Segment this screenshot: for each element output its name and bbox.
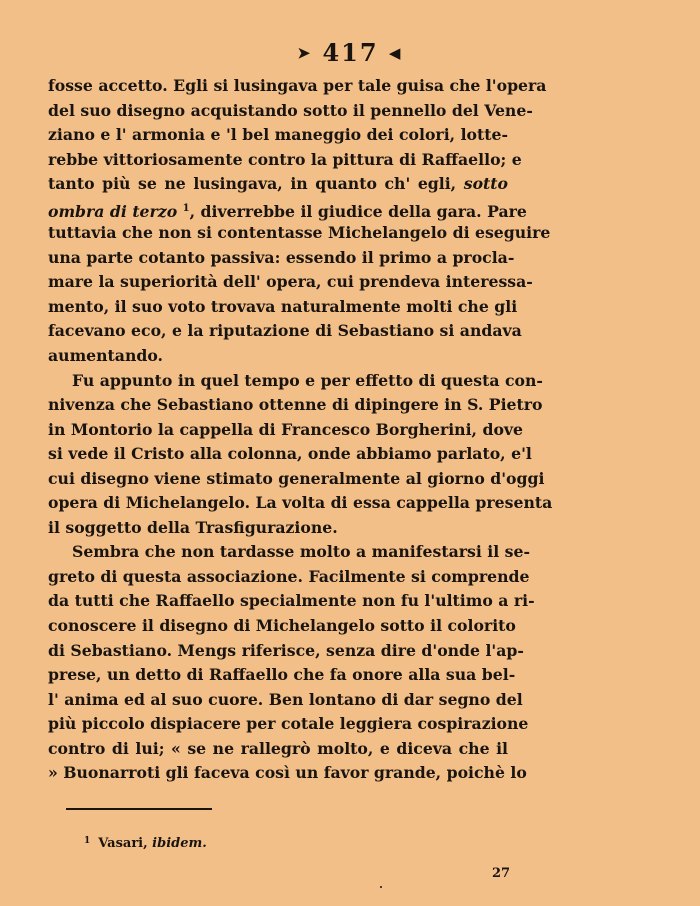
- text-line: contro di lui; « se ne rallegrò molto, e diceva che il: [48, 738, 508, 758]
- print-speck: [380, 886, 382, 888]
- text-line: in Montorio la cappella di Francesco Borgherini, dove: [48, 419, 523, 439]
- text-line: più piccolo dispiacere per cotale leggiera cospirazione: [48, 714, 529, 734]
- text-line: Fu appunto in quel tempo e per effetto di questa con-: [72, 370, 543, 390]
- text-line: cui disegno viene stimato generalmente al giorno d'oggi: [48, 468, 545, 488]
- italic-segment: sotto: [463, 174, 508, 194]
- page-header: [0, 38, 700, 67]
- text-line: facevano eco, e la riputazione di Sebastiano si andava: [48, 321, 522, 341]
- text-line: una parte cotanto passiva: essendo il primo a procla-: [48, 247, 515, 267]
- footnote: [84, 836, 207, 851]
- text-line: di Sebastiano. Mengs riferisce, senza dire d'onde l'ap-: [48, 640, 524, 660]
- footnote-reference: 1: [182, 202, 190, 214]
- text-line: greto di questa associazione. Facilmente si comprende: [48, 566, 530, 586]
- text-line: prese, un detto di Raffaello che fa onore alla sua bel-: [48, 665, 516, 685]
- text-line: nivenza che Sebastiano ottenne di dipingere in S. Pietro: [48, 395, 543, 415]
- text-line: conoscere il disegno di Michelangelo sotto il colorito: [48, 616, 516, 636]
- text-line: ziano e l' armonia e 'l bel maneggio dei colori, lotte-: [48, 125, 508, 145]
- left-ornament-icon: ➤: [297, 44, 313, 62]
- page-number: 417: [322, 38, 379, 67]
- text-line: rebbe vittoriosamente contro la pittura di Raffaello; e: [48, 149, 522, 169]
- right-ornament-icon: ◀: [388, 44, 403, 62]
- text-line: tuttavia che non si contentasse Michelangelo di eseguire: [48, 223, 551, 243]
- text-line: Sembra che non tardasse molto a manifestarsi il se-: [72, 542, 530, 562]
- text-line: [48, 197, 527, 222]
- text-line: si vede il Cristo alla colonna, onde abbiamo parlato, e'l: [48, 444, 532, 464]
- text-line: aumentando.: [48, 346, 163, 366]
- text-line: da tutti che Raffaello specialmente non fu l'ultimo a ri-: [48, 591, 535, 611]
- text-line: fosse accetto. Egli si lusingava per tale guisa che l'opera: [48, 76, 547, 95]
- main-text: [48, 74, 553, 786]
- text-line: [48, 172, 508, 197]
- italic-segment: ombra di terzo: [48, 201, 178, 221]
- footnote-author: Vasari,: [98, 836, 148, 851]
- signature-mark: 27: [492, 866, 511, 881]
- text-segment: , diverrebbe il giudice della gara. Pare: [189, 201, 527, 221]
- text-line: » Buonarroti gli faceva così un favor grande, poichè lo: [48, 763, 527, 783]
- text-line: il soggetto della Trasfigurazione.: [48, 517, 338, 537]
- text-line: mento, il suo voto trovava naturalmente molti che gli: [48, 296, 518, 316]
- text-line: opera di Michelangelo. La volta di essa cappella presenta: [48, 493, 553, 513]
- text-line: mare la superiorità dell' opera, cui prendeva interessa-: [48, 272, 533, 292]
- footnote-mark: 1: [84, 836, 91, 846]
- footnote-rule: [66, 808, 212, 810]
- text-line: del suo disegno acquistando sotto il pennello del Vene-: [48, 100, 533, 120]
- text-segment: tanto più se ne lusingava, in quanto ch' egli,: [48, 174, 457, 194]
- text-line: l' anima ed al suo cuore. Ben lontano di dar segno del: [48, 689, 523, 709]
- footnote-reference-text: ibidem.: [152, 836, 207, 851]
